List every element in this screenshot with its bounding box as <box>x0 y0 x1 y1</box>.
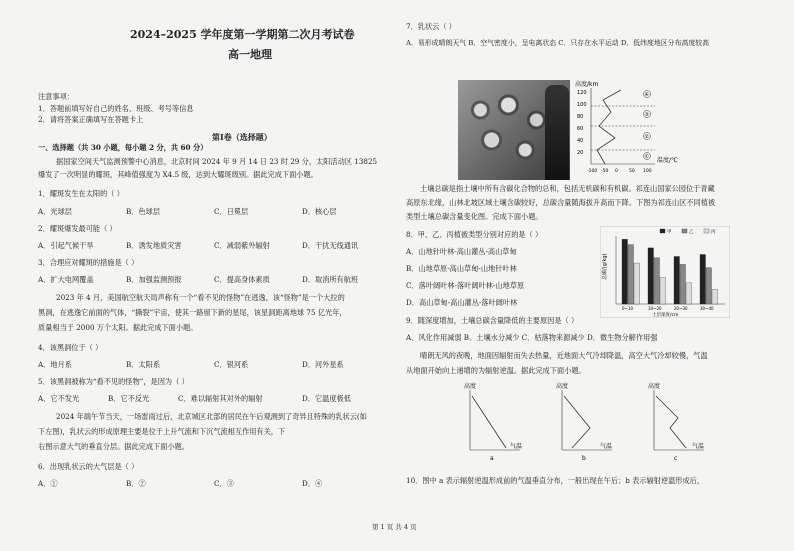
passage2-line3: 质量相当于 2000 万个太阳。据此完成下面小题。 <box>38 323 198 332</box>
soil-ylabel: 总碳/(g/kg) <box>602 253 608 280</box>
q8-opt-b: B．山地草原-高山草甸-山地针叶林 <box>406 264 517 273</box>
q2-opt-b: B．诱发地质灾害 <box>126 241 182 250</box>
q5-opt-a: A．它不发光 <box>38 394 80 403</box>
q5-stem: 5．该黑洞被称为“看不见的怪物”，是因为（ ） <box>38 377 189 386</box>
passage4-line3: 类型土壤总碳含量变化图。完成下面小题。 <box>406 212 543 221</box>
atm-ylabel: 高度/km <box>575 81 599 88</box>
q4-opt-c: C．银河系 <box>214 360 249 369</box>
inv-b-xlabel: 气温 <box>600 443 613 450</box>
passage1-line1: 据国家空间天气监测预警中心消息，北京时间 2024 年 9 月 14 日 23 时 29 分，太阳活动区 13825 <box>56 157 378 166</box>
soil-bar-丙-2 <box>686 283 692 304</box>
q2-stem: 2．耀斑爆发最可能（ ） <box>38 224 117 233</box>
soil-bar-乙-3 <box>706 268 712 304</box>
note-2: 2．请将答案正确填写在答题卡上 <box>38 115 144 124</box>
q8-stem: 8．甲、乙、丙植被类型分别对应的是（ ） <box>406 230 543 239</box>
q6-opt-c: C．③ <box>214 479 234 488</box>
note-1: 1．答题前填写好自己的姓名、班级、考号等信息 <box>38 104 194 113</box>
passage4-line2: 高原东北缘，山林北坡区域土壤含碳较好，总碳含量随海拔升高而下降。下图为祁连山区不同植被 <box>406 198 716 207</box>
passage2-line1: 2023 年 4 月，美国航空航天局声称有一个“看不见的怪物”在逃逸，该“怪物”是一个大拉的 <box>56 293 345 302</box>
soil-cat-2: 20~30 <box>674 306 688 311</box>
q1-opt-c: C．日冕层 <box>214 207 249 216</box>
soil-bar-甲-3 <box>700 255 706 305</box>
soil-bars <box>622 239 718 304</box>
q4-opt-b: B．太阳系 <box>126 360 161 369</box>
atm-xlabel: 温度/℃ <box>657 157 678 164</box>
atm-ytick-40: 40 <box>577 138 584 144</box>
atm-xtick-2: 0 <box>615 169 618 174</box>
soil-bar-乙-1 <box>654 258 660 304</box>
passage5-line1: 晴朗无风的夜晚，地面因辐射而失去热量，近地面大气冷却降温，高空大气冷却较慢，气温 <box>420 351 708 360</box>
atm-xtick-1: -50 <box>601 169 609 174</box>
soil-bar-丙-0 <box>634 263 640 304</box>
atm-xtick-3: 50 <box>629 169 635 174</box>
q6-opt-d: D．④ <box>302 479 323 488</box>
inv-c-curve <box>656 396 686 448</box>
passage3-line1: 2024 年端午节当天，一场雷雨过后，北京城区北部的居民在午后观测到了奇异且特殊的乳状云(如 <box>56 412 367 421</box>
soil-cat-1: 10~20 <box>648 306 662 311</box>
q2-opt-a: A．引起气候干旱 <box>38 241 94 250</box>
inv-a-curve <box>472 396 506 448</box>
soil-bar-丙-3 <box>712 289 718 304</box>
soil-carbon-chart <box>600 226 730 318</box>
q10-stem: 10．图中 a 表示辐射逆温形成前的气温垂直分布，一般出现在午后；b 表示辐射逆温形成后， <box>406 476 705 485</box>
soil-cat-0: 0~10 <box>622 306 633 311</box>
q5-opt-c: C．难以辐射其对外的辐射 <box>178 394 263 403</box>
atm-ytick-120: 120 <box>577 90 587 96</box>
q4-opt-d: D．河外星系 <box>302 360 344 369</box>
q9-stem: 9．随深度增加，土壤总碳含量降低的主要原因是（ ） <box>406 316 579 325</box>
atm-layer-labels <box>644 91 651 161</box>
soil-bar-乙-2 <box>680 264 686 304</box>
inv-c-ylabel: 高度 <box>648 383 661 390</box>
soil-bar-乙-0 <box>628 245 634 304</box>
soil-legend-label-2: 丙 <box>711 230 716 235</box>
inv-b-label: b <box>582 455 586 462</box>
q3-opt-d: D．取消所有航班 <box>302 275 359 284</box>
soil-bar-甲-2 <box>674 256 680 304</box>
soil-legend-label-1: 乙 <box>689 230 694 235</box>
atm-ytick-20: 20 <box>577 150 584 156</box>
q5-opt-d: D．它温度极低 <box>302 394 351 403</box>
soil-legend-swatch-1 <box>682 229 687 233</box>
atm-ytick-80: 80 <box>577 114 584 120</box>
soil-legend-label-0: 甲 <box>667 230 672 235</box>
passage1-line2: 爆发了一次明显的耀斑，其峰值强度为 X4.5 级，达到大耀斑级别。据此完成下面小题。 <box>38 170 318 179</box>
q4-stem: 4．该黑洞位于（ ） <box>38 343 103 352</box>
q7-options: A．易形成晴朗天气 B．空气密度小，呈电离状态 C．只存在水平运动 D．低纬度地区分布高度较高 <box>406 39 710 47</box>
soil-bar-甲-0 <box>622 239 628 304</box>
passage4-line1: 土壤总碳是指土壤中所有含碳化合物的总和，包括无机碳和有机碳。祁连山国家公园位于青藏 <box>420 184 715 193</box>
soil-legend-swatch-0 <box>660 229 665 233</box>
inv-b-ylabel: 高度 <box>556 383 569 390</box>
section-part: 一、选择题（共 30 小题，每小题 2 分，共 60 分） <box>38 143 208 152</box>
q3-opt-c: C．提高身体素质 <box>214 275 270 284</box>
q1-stem: 1．耀斑发生在太阳的（ ） <box>38 189 124 198</box>
q7-stem: 7．乳状云（ ） <box>406 22 456 31</box>
atmosphere-layers-diagram <box>575 78 705 178</box>
inversion-diagram-c <box>648 382 704 462</box>
inv-c-xlabel: 气温 <box>692 443 705 450</box>
passage5-line2: 从地面开始向上递增的为辐射逆温。据此完成下面小题。 <box>406 366 586 375</box>
soil-category-labels <box>622 306 714 311</box>
section-title: 第Ⅰ卷（选择题） <box>212 132 272 142</box>
q5-opt-b: B．它不反光 <box>108 394 150 403</box>
q3-stem: 3．合理应对耀斑的措施是（ ） <box>38 258 139 267</box>
atm-layer-label-3: ① <box>644 154 649 160</box>
atm-y-ticks <box>577 90 587 156</box>
exam-subject: 高一地理 <box>228 48 272 61</box>
q1-opt-a: A．光球层 <box>38 207 72 216</box>
atm-layer-label-1: ③ <box>644 112 649 118</box>
passage3-line2: 下左图)，乳状云的形成原理主要是位于上升气流和下沉气流相互作用有关，下 <box>38 427 286 436</box>
q8-opt-d: D．高山草甸-高山灌丛-落叶阔叶林 <box>406 298 518 307</box>
atm-xtick-4: 100 <box>643 169 652 174</box>
q3-opt-b: B．加强监测预报 <box>126 275 182 284</box>
soil-xlabel: 土层深度/cm <box>652 313 679 318</box>
atm-layer-label-0: ④ <box>644 92 649 98</box>
atm-x-ticks <box>587 168 652 174</box>
passage3-line3: 右图示意大气的垂直分层。据此完成下面小题。 <box>38 442 189 451</box>
inv-b-curve <box>564 396 590 448</box>
atm-ytick-60: 60 <box>577 126 584 132</box>
notes-label: 注意事项： <box>38 92 74 101</box>
inv-a-xlabel: 气温 <box>510 443 523 450</box>
inv-a-ylabel: 高度 <box>464 383 477 390</box>
soil-legend-swatch-2 <box>704 229 709 233</box>
atm-temp-curve <box>597 90 621 164</box>
q6-opt-b: B．② <box>126 479 146 488</box>
page-footer: 第 1 页 共 4 页 <box>372 523 417 531</box>
q3-opt-a: A．扩大电网覆盖 <box>38 275 94 284</box>
atm-xtick-0: -100 <box>587 169 598 174</box>
q9-options: A．风化作用减弱 B．土壤水分减少 C．枯落物来源减少 D．微生物分解作用强 <box>406 333 658 342</box>
inv-c-label: c <box>674 455 678 462</box>
atm-layer-label-2: ② <box>644 134 649 140</box>
q2-opt-d: D．干扰无线通讯 <box>302 241 359 250</box>
soil-cat-3: 30~40 <box>700 306 714 311</box>
q1-opt-d: D．核心层 <box>302 207 337 216</box>
soil-bar-丙-1 <box>660 278 666 304</box>
inversion-diagrams <box>450 382 730 462</box>
tree-silhouette <box>545 85 569 180</box>
q8-opt-a: A．山地针叶林-高山灌丛-高山草甸 <box>406 247 517 256</box>
q4-opt-a: A．地月系 <box>38 360 72 369</box>
q6-opt-a: A．① <box>38 479 58 488</box>
passage2-line2: 黑洞，在逃逸它前面的气体，“撕裂”宇宙，使其一路留下新的星尾，该星洞距离地球 75 亿光年， <box>38 308 347 317</box>
inversion-diagram-a <box>464 382 522 462</box>
q6-stem: 6．出现乳状云的大气层是（ ） <box>38 462 139 471</box>
exam-title: 2024–2025 学年度第一学期第二次月考试卷 <box>130 28 355 41</box>
soil-legend <box>660 228 716 235</box>
soil-bar-甲-1 <box>648 248 654 304</box>
inv-a-label: a <box>490 455 494 462</box>
atm-ytick-100: 100 <box>577 102 587 108</box>
inversion-diagram-b <box>556 382 612 462</box>
q8-opt-c: C．落叶阔叶林-落叶阔叶林-山地草原 <box>406 281 525 290</box>
q2-opt-c: C．减弱紫外辐射 <box>214 241 270 250</box>
q1-opt-b: B．色球层 <box>126 207 161 216</box>
